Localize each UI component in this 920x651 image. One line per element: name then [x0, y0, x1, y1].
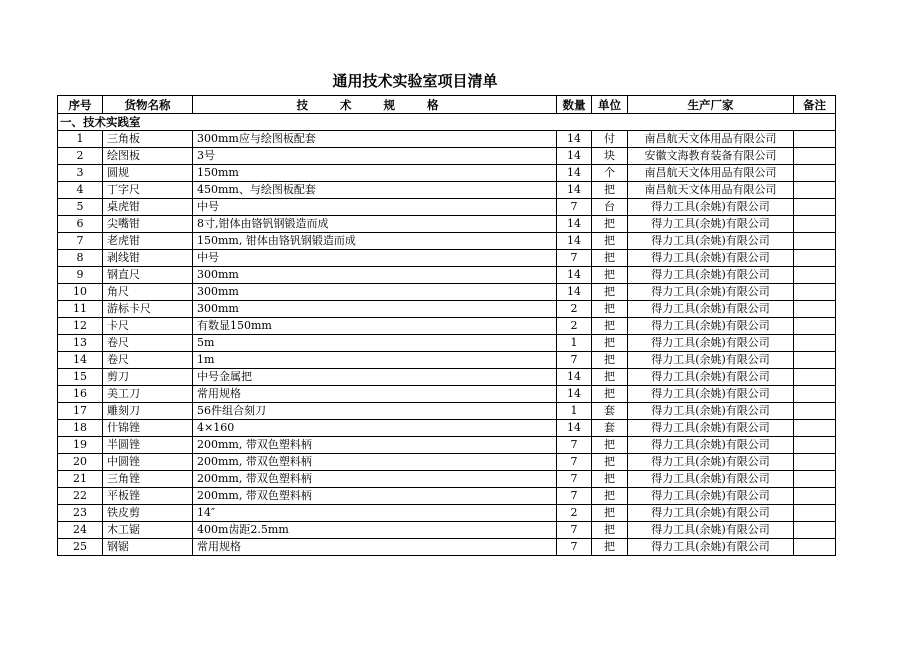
row-maker: 得力工具(余姚)有限公司	[628, 352, 794, 369]
row-no: 21	[58, 471, 103, 488]
table-row	[58, 369, 836, 386]
row-no: 14	[58, 352, 103, 369]
row-maker: 得力工具(余姚)有限公司	[628, 420, 794, 437]
row-maker: 得力工具(余姚)有限公司	[628, 505, 794, 522]
row-no: 9	[58, 267, 103, 284]
row-note	[794, 250, 836, 267]
row-note	[794, 284, 836, 301]
row-qty: 1	[557, 403, 592, 420]
row-maker: 得力工具(余姚)有限公司	[628, 437, 794, 454]
row-note	[794, 233, 836, 250]
row-spec: 常用规格	[193, 539, 557, 556]
row-qty: 14	[557, 386, 592, 403]
row-maker: 得力工具(余姚)有限公司	[628, 488, 794, 505]
row-maker: 得力工具(余姚)有限公司	[628, 250, 794, 267]
row-spec: 5m	[193, 335, 557, 352]
row-name: 剪刀	[103, 369, 193, 386]
row-spec: 有数显150mm	[193, 318, 557, 335]
row-spec: 1m	[193, 352, 557, 369]
row-maker: 得力工具(余姚)有限公司	[628, 454, 794, 471]
row-name: 半圆锉	[103, 437, 193, 454]
row-no: 24	[58, 522, 103, 539]
section-row	[58, 114, 836, 131]
row-spec: 3号	[193, 148, 557, 165]
table-row	[58, 301, 836, 318]
row-note	[794, 369, 836, 386]
row-spec: 中号	[193, 199, 557, 216]
row-maker: 得力工具(余姚)有限公司	[628, 522, 794, 539]
row-unit: 把	[592, 182, 628, 199]
row-name: 绘图板	[103, 148, 193, 165]
row-unit: 块	[592, 148, 628, 165]
table-row	[58, 131, 836, 148]
row-unit: 套	[592, 420, 628, 437]
row-name: 三角锉	[103, 471, 193, 488]
row-qty: 2	[557, 301, 592, 318]
row-note	[794, 131, 836, 148]
row-note	[794, 182, 836, 199]
header-row	[58, 96, 836, 114]
row-no: 10	[58, 284, 103, 301]
row-qty: 14	[557, 233, 592, 250]
row-maker: 得力工具(余姚)有限公司	[628, 318, 794, 335]
row-spec: 300mm	[193, 284, 557, 301]
row-spec: 200mm, 带双色塑料柄	[193, 488, 557, 505]
row-no: 3	[58, 165, 103, 182]
table-row	[58, 386, 836, 403]
row-note	[794, 165, 836, 182]
row-unit: 个	[592, 165, 628, 182]
row-maker: 得力工具(余姚)有限公司	[628, 386, 794, 403]
row-spec: 300mm	[193, 301, 557, 318]
header-qty: 数量	[557, 96, 592, 114]
row-name: 钢锯	[103, 539, 193, 556]
header-no: 序号	[58, 96, 103, 114]
row-maker: 南昌航天文体用品有限公司	[628, 131, 794, 148]
row-qty: 7	[557, 471, 592, 488]
table-row	[58, 437, 836, 454]
row-name: 雕刻刀	[103, 403, 193, 420]
row-maker: 得力工具(余姚)有限公司	[628, 539, 794, 556]
row-spec: 300mm	[193, 267, 557, 284]
row-name: 剥线钳	[103, 250, 193, 267]
row-unit: 把	[592, 454, 628, 471]
row-qty: 14	[557, 267, 592, 284]
table-row	[58, 471, 836, 488]
header-name: 货物名称	[103, 96, 193, 114]
table-row	[58, 352, 836, 369]
row-no: 12	[58, 318, 103, 335]
row-no: 4	[58, 182, 103, 199]
row-note	[794, 335, 836, 352]
table-row	[58, 182, 836, 199]
row-name: 游标卡尺	[103, 301, 193, 318]
row-qty: 7	[557, 454, 592, 471]
table-row	[58, 403, 836, 420]
table-row	[58, 335, 836, 352]
row-name: 铁皮剪	[103, 505, 193, 522]
row-unit: 把	[592, 539, 628, 556]
row-maker: 安徽文海教育装备有限公司	[628, 148, 794, 165]
row-note	[794, 148, 836, 165]
row-note	[794, 420, 836, 437]
row-unit: 把	[592, 352, 628, 369]
row-qty: 14	[557, 165, 592, 182]
row-maker: 得力工具(余姚)有限公司	[628, 403, 794, 420]
row-note	[794, 454, 836, 471]
row-qty: 14	[557, 420, 592, 437]
row-spec: 150mm, 钳体由铬钒钢锻造而成	[193, 233, 557, 250]
header-maker: 生产厂家	[628, 96, 794, 114]
table-row	[58, 165, 836, 182]
row-note	[794, 471, 836, 488]
row-unit: 把	[592, 267, 628, 284]
row-note	[794, 318, 836, 335]
row-maker: 南昌航天文体用品有限公司	[628, 165, 794, 182]
row-unit: 把	[592, 471, 628, 488]
row-qty: 7	[557, 352, 592, 369]
row-name: 钢直尺	[103, 267, 193, 284]
row-qty: 2	[557, 318, 592, 335]
row-spec: 400m齿距2.5mm	[193, 522, 557, 539]
row-maker: 得力工具(余姚)有限公司	[628, 233, 794, 250]
row-name: 角尺	[103, 284, 193, 301]
row-unit: 把	[592, 522, 628, 539]
row-qty: 7	[557, 250, 592, 267]
row-unit: 把	[592, 233, 628, 250]
row-qty: 14	[557, 284, 592, 301]
row-qty: 14	[557, 148, 592, 165]
row-name: 老虎钳	[103, 233, 193, 250]
row-unit: 付	[592, 131, 628, 148]
page-title: 通用技术实验室项目清单	[332, 72, 498, 90]
row-maker: 得力工具(余姚)有限公司	[628, 216, 794, 233]
row-no: 5	[58, 199, 103, 216]
table-row	[58, 318, 836, 335]
row-no: 18	[58, 420, 103, 437]
row-qty: 2	[557, 505, 592, 522]
row-qty: 1	[557, 335, 592, 352]
table-row	[58, 284, 836, 301]
row-name: 三角板	[103, 131, 193, 148]
row-qty: 7	[557, 539, 592, 556]
row-unit: 把	[592, 301, 628, 318]
row-no: 1	[58, 131, 103, 148]
row-unit: 把	[592, 318, 628, 335]
row-note	[794, 267, 836, 284]
row-name: 卷尺	[103, 335, 193, 352]
row-note	[794, 403, 836, 420]
row-no: 13	[58, 335, 103, 352]
header-note: 备注	[794, 96, 836, 114]
row-spec: 中号	[193, 250, 557, 267]
table-row	[58, 199, 836, 216]
row-unit: 把	[592, 488, 628, 505]
row-spec: 450mm、与绘图板配套	[193, 182, 557, 199]
row-no: 17	[58, 403, 103, 420]
row-note	[794, 199, 836, 216]
row-maker: 得力工具(余姚)有限公司	[628, 335, 794, 352]
row-no: 2	[58, 148, 103, 165]
row-unit: 把	[592, 505, 628, 522]
row-qty: 7	[557, 437, 592, 454]
row-spec: 常用规格	[193, 386, 557, 403]
row-unit: 把	[592, 335, 628, 352]
row-no: 7	[58, 233, 103, 250]
row-maker: 得力工具(余姚)有限公司	[628, 267, 794, 284]
row-maker: 得力工具(余姚)有限公司	[628, 199, 794, 216]
row-name: 尖嘴钳	[103, 216, 193, 233]
row-qty: 7	[557, 199, 592, 216]
table-row	[58, 522, 836, 539]
row-no: 15	[58, 369, 103, 386]
header-unit: 单位	[592, 96, 628, 114]
row-spec: 200mm, 带双色塑料柄	[193, 471, 557, 488]
row-unit: 把	[592, 437, 628, 454]
row-unit: 把	[592, 216, 628, 233]
row-no: 8	[58, 250, 103, 267]
row-name: 卡尺	[103, 318, 193, 335]
row-no: 11	[58, 301, 103, 318]
row-no: 16	[58, 386, 103, 403]
row-spec: 8寸,钳体由铬钒钢锻造而成	[193, 216, 557, 233]
row-maker: 南昌航天文体用品有限公司	[628, 182, 794, 199]
row-no: 23	[58, 505, 103, 522]
row-name: 桌虎钳	[103, 199, 193, 216]
row-unit: 台	[592, 199, 628, 216]
row-name: 圆规	[103, 165, 193, 182]
row-no: 20	[58, 454, 103, 471]
row-qty: 7	[557, 522, 592, 539]
row-spec: 14″	[193, 505, 557, 522]
row-note	[794, 216, 836, 233]
row-name: 丁字尺	[103, 182, 193, 199]
row-maker: 得力工具(余姚)有限公司	[628, 369, 794, 386]
row-note	[794, 352, 836, 369]
row-spec: 200mm, 带双色塑料柄	[193, 454, 557, 471]
row-maker: 得力工具(余姚)有限公司	[628, 301, 794, 318]
table-row	[58, 267, 836, 284]
row-no: 22	[58, 488, 103, 505]
table-row	[58, 539, 836, 556]
row-spec: 56件组合刻刀	[193, 403, 557, 420]
row-qty: 14	[557, 182, 592, 199]
row-spec: 中号金属把	[193, 369, 557, 386]
row-qty: 14	[557, 369, 592, 386]
row-name: 木工锯	[103, 522, 193, 539]
table-row	[58, 216, 836, 233]
row-unit: 把	[592, 284, 628, 301]
table-row	[58, 148, 836, 165]
row-note	[794, 522, 836, 539]
table-row	[58, 505, 836, 522]
row-maker: 得力工具(余姚)有限公司	[628, 284, 794, 301]
row-unit: 套	[592, 403, 628, 420]
row-note	[794, 386, 836, 403]
table-row	[58, 488, 836, 505]
row-no: 6	[58, 216, 103, 233]
row-name: 什锦锉	[103, 420, 193, 437]
row-unit: 把	[592, 386, 628, 403]
row-qty: 14	[557, 131, 592, 148]
section-title: 一、技术实践室	[58, 114, 836, 131]
row-name: 中圆锉	[103, 454, 193, 471]
table-row	[58, 420, 836, 437]
row-note	[794, 488, 836, 505]
table-row	[58, 250, 836, 267]
row-note	[794, 539, 836, 556]
row-note	[794, 505, 836, 522]
row-qty: 14	[557, 216, 592, 233]
table-row	[58, 454, 836, 471]
row-name: 平板锉	[103, 488, 193, 505]
row-qty: 7	[557, 488, 592, 505]
row-spec: 200mm, 带双色塑料柄	[193, 437, 557, 454]
row-no: 19	[58, 437, 103, 454]
header-spec: 技 术 规 格	[193, 96, 557, 114]
row-note	[794, 301, 836, 318]
row-no: 25	[58, 539, 103, 556]
row-note	[794, 437, 836, 454]
row-name: 卷尺	[103, 352, 193, 369]
item-list-table	[57, 95, 836, 556]
table-row	[58, 233, 836, 250]
row-spec: 300mm应与绘图板配套	[193, 131, 557, 148]
row-name: 美工刀	[103, 386, 193, 403]
row-unit: 把	[592, 369, 628, 386]
row-spec: 150mm	[193, 165, 557, 182]
row-unit: 把	[592, 250, 628, 267]
row-spec: 4×160	[193, 420, 557, 437]
row-maker: 得力工具(余姚)有限公司	[628, 471, 794, 488]
